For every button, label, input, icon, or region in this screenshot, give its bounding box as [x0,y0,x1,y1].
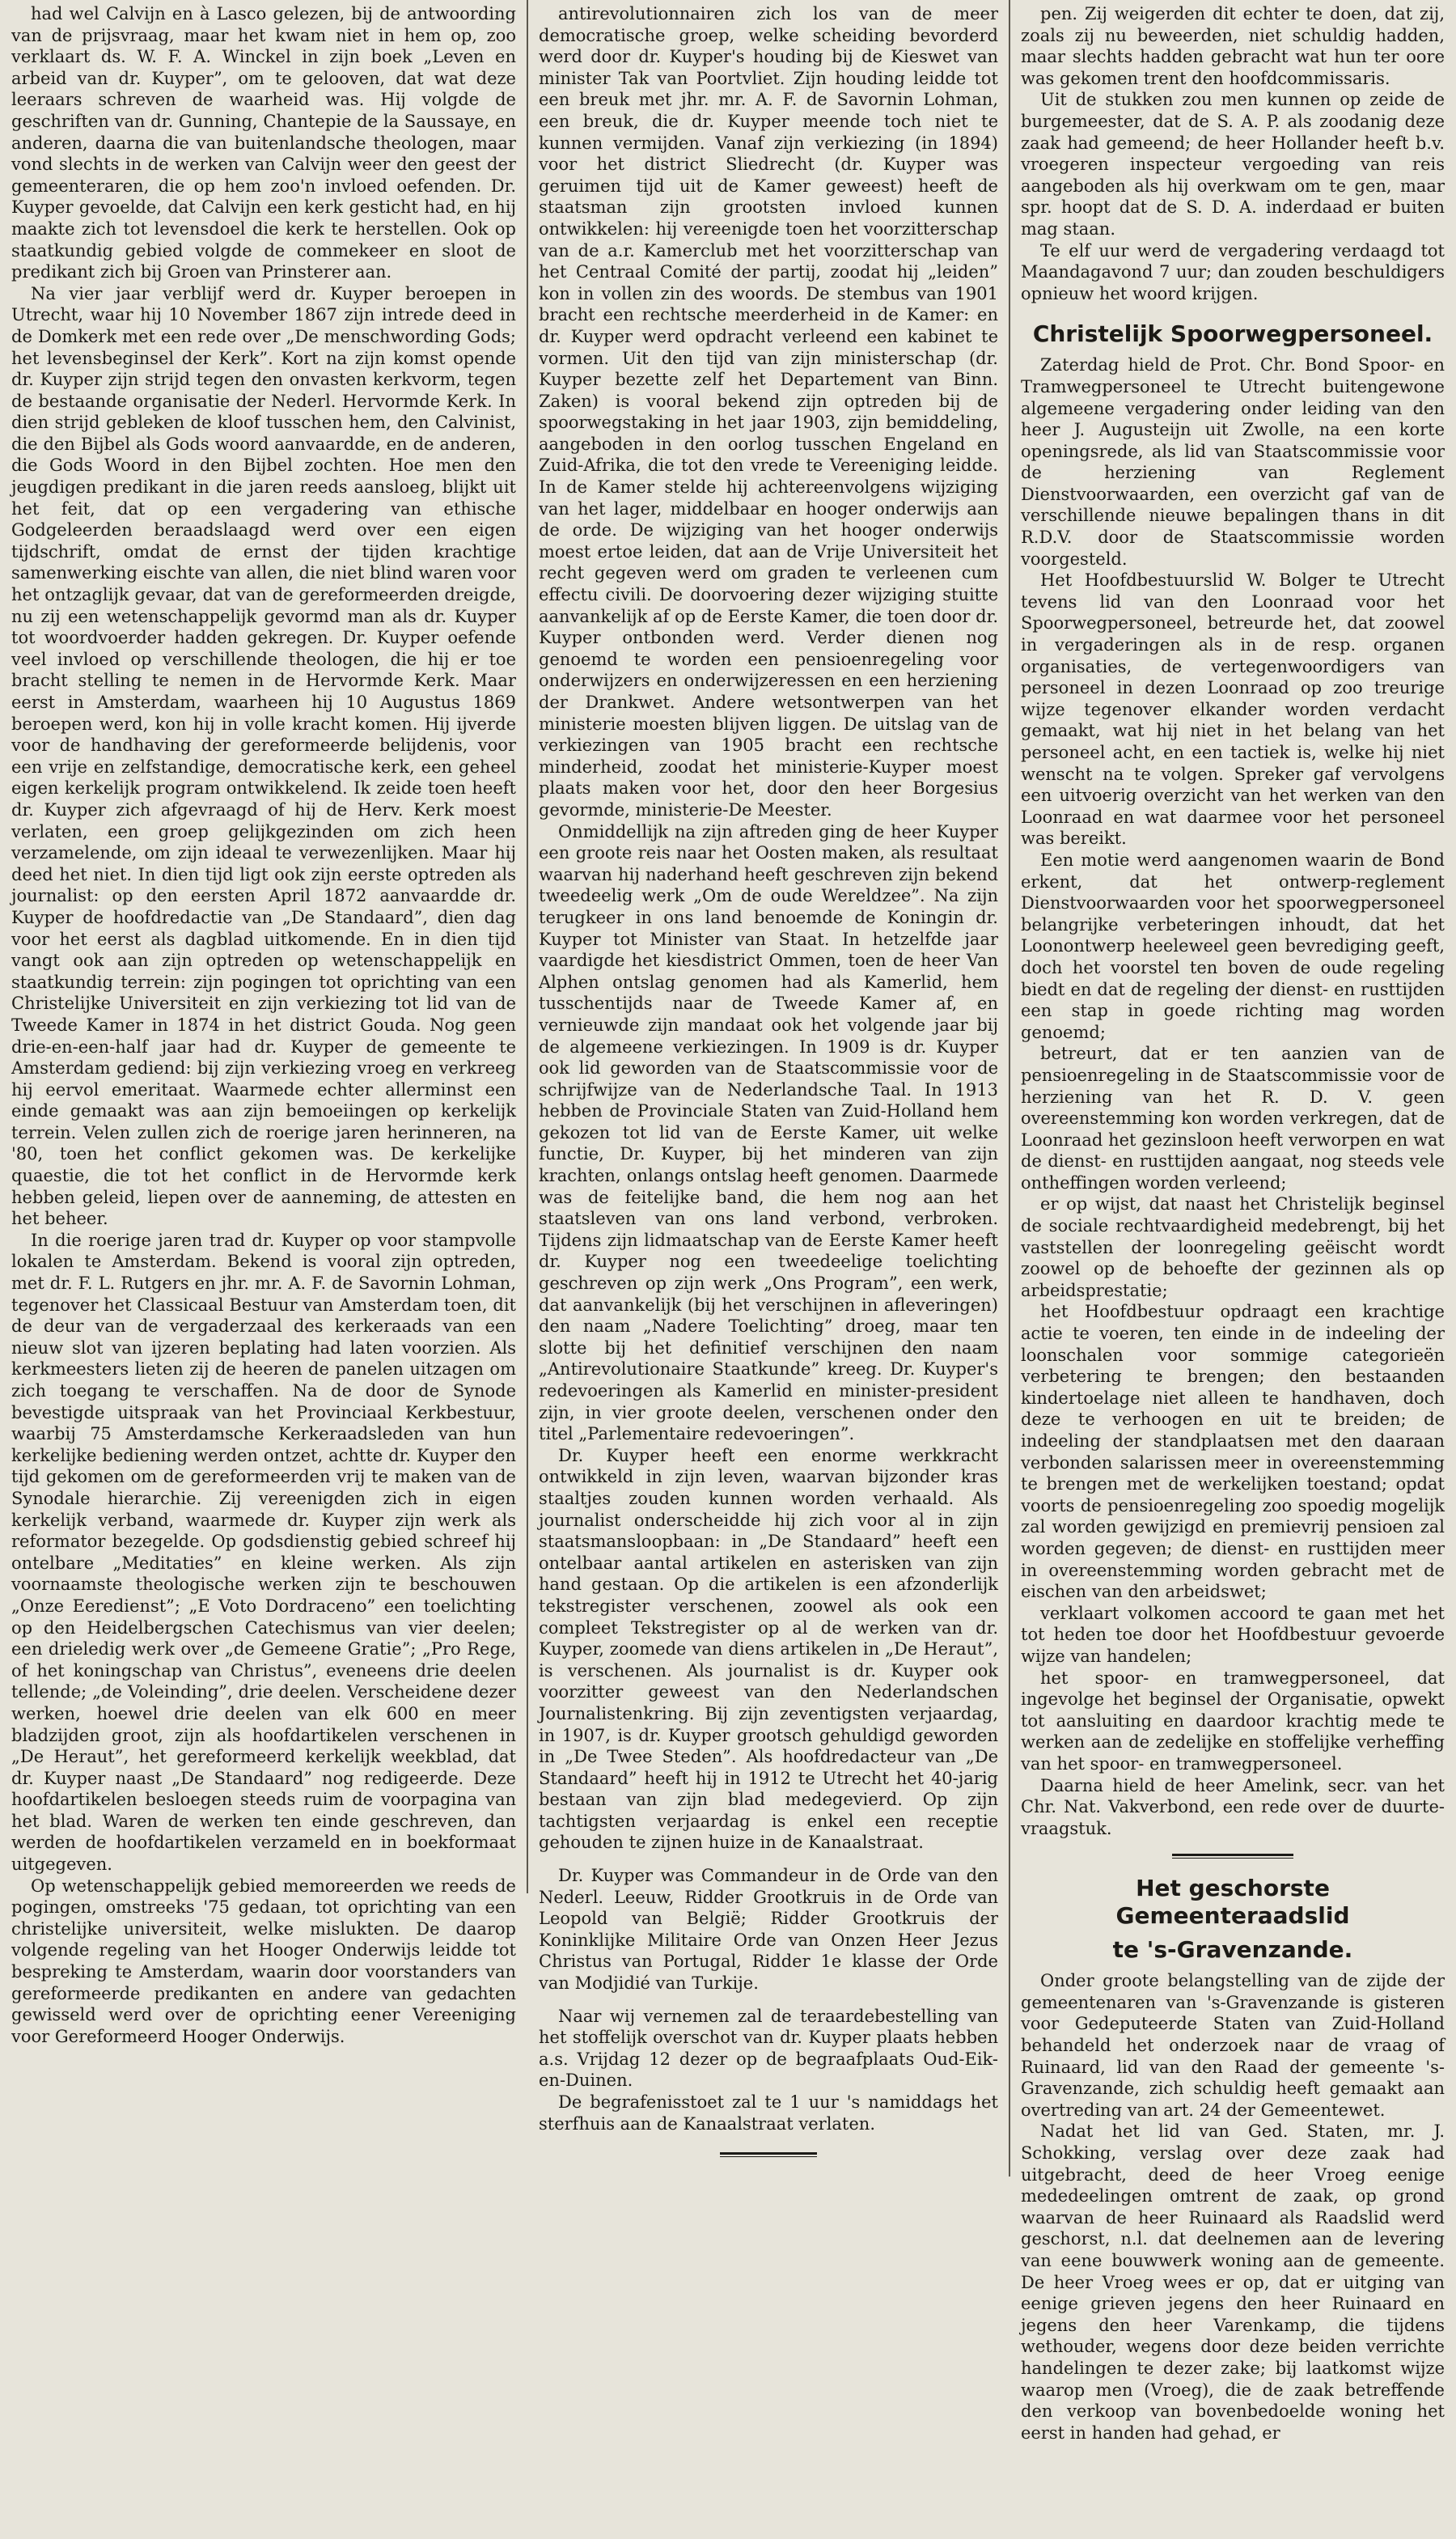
paragraph: Na vier jaar verblijf werd dr. Kuyper beroepen in Utrecht, waar hij 10 November 1867 zijn intrede deed in de Domkerk met een rede over „De menschwording Gods; het levensbeginsel der Kerk”. Kort na zijn komst opende dr. Kuyper zijn strijd tegen den onvasten kerkvorm, tegen de bestaande organisatie der Nederl. Hervormde Kerk. In dien strijd gebleken de kloof tusschen hem, den Calvinist, die den Bijbel als Gods woord aanvaardde, en de anderen, die Gods Woord in den Bijbel zochten. Hoe men den jeugdigen predikant in die jaren reeds aansloeg, blijkt uit het feit, dat op een vergadering van ethische Godgeleerden beraadslaagd werd over een eigen tijdschrift, omdat de ernst der tijden krachtige samenwerking eischte van allen, die niet blind waren voor het ontzaglijk gevaar, dat van de gereformeerden dreigde, nu zij een wetenschappelijk gevormd man als dr. Kuyper tot woordvoerder hadden gekregen. Dr. Kuyper oefende veel invloed op verschillende theologen, die hij er toe bracht stelling te nemen in de Hervormde Kerk. Maar eerst in Amsterdam, waarheen hij 10 Augustus 1869 beroepen werd, kon hij in volle kracht komen. Hij ijverde voor de handhaving der gereformeerde belijdenis, voor een vrije en zelfstandige, democratische kerk, een geheel eigen kerkelijk program ontwikkelend. Ik zeide toen heeft dr. Kuyper zich afgevraagd of hij de Herv. Kerk moest verlaten, een groep gelijkgezinden om zich heen verzamelende, om zijn ideaal te verwezenlijken. Maar hij deed het niet. In dien tijd ligt ook zijn eerste optreden als journalist: op den eersten April 1872 aanvaardde dr. Kuyper de hoofdredactie van „De Standaard”, dien dag voor het eerst als dagblad uitkomende. En in dien tijd vangt ook aan zijn optreden op wetenschappelijk en staatkundig terrein: zijn pogingen tot oprichting van een Christelijke Universiteit en zijn verkiezing tot lid van de Tweede Kamer in 1874 in het district Gouda. Nog geen drie-en-een-half jaar had dr. Kuyper de gemeente te Amsterdam gediend: bij zijn verkiezing vroeg en verkreeg hij eervol emeritaat. Waarmede echter allerminst een einde gemaakt was aan zijn bemoeiingen op kerkelijk terrein. Velen zullen zich de roerige jaren herinneren, na '80, toen het conflict gekomen was. De kerkelijke quaestie, die tot het conflict in de Hervormde kerk hebben geleid, liepen over de aanneming, de attesten en het beheer. [11,283,516,1229]
paragraph: pen. Zij weigerden dit echter te doen, dat zij, zoals zij nu beweerden, niet schuldig hadden, maar slechts hadden gebracht wat hun ter oore was gekomen trent den hoofdcommissaris. [1021,4,1445,88]
column-right [1009,0,1456,2539]
article-separator-rule [1172,1854,1293,1859]
paragraph: Onmiddellijk na zijn aftreden ging de heer Kuyper een groote reis naar het Oosten maken, als resultaat waarvan hij naderhand heeft geschreven zijn bekend tweedeelig werk „Om de oude Wereldzee”. Na zijn terugkeer in ons land benoemde de Koningin dr. Kuyper tot Minister van Staat. In hetzelfde jaar vaardigde het kiesdistrict Ommen, toen de heer Van Alphen ontslag genomen had als Kamerlid, hem tusschentijds naar de Tweede Kamer af, en vernieuwde zijn mandaat ook het volgende jaar bij de algemeene verkiezingen. In 1909 is dr. Kuyper ook lid geworden van de Staatscommissie voor de schrijfwijze van de Nederlandsche Taal. In 1913 hebben de Provinciale Staten van Zuid-Holland hem gekozen tot lid van de Eerste Kamer, uit welke functie, Dr. Kuyper, bij het minderen van zijn krachten, onlangs ontslag heeft genomen. Daarmede was de feitelijke band, die hem nog aan het staatsleven van ons land verbond, verbroken. Tijdens zijn lidmaatschap van de Eerste Kamer heeft dr. Kuyper nog een tweedeelige toelichting geschreven op zijn werk „Ons Program”, een werk, dat aanvankelijk (bij het verschijnen in afleveringen) den naam „Nadere Toelichting” droeg, maar ten slotte bij het definitief verschijnen den naam „Antirevolutionaire Staatkunde” kreeg. Dr. Kuyper's redevoeringen als Kamerlid en minister-president zijn, in vier groote deelen, verschenen onder den titel „Parlementaire redevoeringen”. [539,821,998,1444]
paragraph: Uit de stukken zou men kunnen op zeide de burgemeester, dat de S. A. P. als zoodanig deze zaak had gemeend; de heer Hollander heeft b.v. vroegeren inspecteur vergoeding van reis aangeboden als hij overkwam om te gen, maar spr. hoopt dat de S. D. A. inderdaad er buiten mag staan. [1021,90,1445,239]
paragraph: Te elf uur werd de vergadering verdaagd tot Maandagavond 7 uur; dan zouden beschuldigers opnieuw het woord krijgen. [1021,240,1445,303]
paragraph: verklaart volkomen accoord te gaan met het tot heden toe door het Hoofdbestuur gevoerde wijze van handelen; [1021,1603,1445,1666]
paragraph: Een motie werd aangenomen waarin de Bond erkent, dat het ontwerp-reglement Dienstvoorwaarden voor het spoorwegpersoneel belangrijke verbeteringen inhoudt, dat het Loonontwerp heeleweel geen bevrediging geeft, doch het voorstel ten boven de oude regeling biedt en dat de regeling der dienst- en rusttijden een stap in goede richting mag worden genoemd; [1021,850,1445,1042]
article-end-rule [720,2152,817,2157]
article-heading: Het geschorste Gemeenteraadslid [1115,1875,1350,1930]
paragraph: er op wijst, dat naast het Christelijk beginsel de sociale rechtvaardigheid medebrengt, bij het vaststellen der loonregeling geëischt wordt zoowel op de behoefte der gezinnen als op arbeidsprestatie; [1021,1194,1445,1300]
paragraph: Dr. Kuyper heeft een enorme werkkracht ontwikkeld in zijn leven, waarvan bijzonder kras staaltjes zouden kunnen worden verhaald. Als journalist onderscheidde hij zich voor al in zijn staatsmansloopbaan: in „De Standaard” heeft een ontelbaar aantal artikelen en asterisken van zijn hand gestaan. Op die artikelen is een afzonderlijk tekstregister verschenen, zoowel als ook een compleet Tekstregister op al de werken van dr. Kuyper, zoomede van diens artikelen in „De Heraut”, is verschenen. Als journalist is dr. Kuyper ook voorzitter geweest van den Nederlandschen Journalistenkring. Bij zijn zeventigsten verjaardag, in 1907, is dr. Kuyper grootsch gehuldigd geworden in „De Twee Steden”. Als hoofdredacteur van „De Standaard” heeft hij in 1912 te Utrecht het 40-jarig bestaan van zijn blad medegevierd. Op zijn tachtigsten verjaardag is enkel een receptie gehouden te zijnen huize in de Kanaalstraat. [539,1445,998,1853]
article-subheading: te 's-Gravenzande. [1112,1936,1353,1964]
paragraph: Naar wij vernemen zal de teraardebestelling van het stoffelijk overschot van dr. Kuyper plaats hebben a.s. Vrijdag 12 dezer op de begraafplaats Oud-Eik-en-Duinen. [539,2006,998,2091]
paragraph: Zaterdag hield de Prot. Chr. Bond Spoor- en Tramwegpersoneel te Utrecht buitengewone algemeene vergadering onder leiding van den heer J. Augusteijn uit Zwolle, na een korte openingsrede, als lid van Staatscommissie voor de herziening van Reglement Dienstvoorwaarden, een overzicht gaf van de verschillende nieuwe bepalingen thans in dit R.D.V. door de Staatscommissie worden voorgesteld. [1021,355,1445,569]
paragraph: Daarna hield de heer Amelink, secr. van het Chr. Nat. Vakverbond, een rede over de duurte-vraagstuk. [1021,1775,1445,1838]
spacer [539,1854,998,1865]
article-heading: Christelijk Spoorwegpersoneel. [1032,320,1433,348]
column-left [0,0,527,2046]
paragraph: Het Hoofdbestuurslid W. Bolger te Utrecht tevens lid van den Loonraad voor het Spoorwegpersoneel, betreurde het, dat zoowel in vergaderingen als in de resp. organen organisaties, de vertegenwoordigers van personeel in dezen Loonraad op zoo treurige wijze tegenover elkander worden verdacht gemaakt, wat hij niet in het belang van het personeel acht, en een tactiek is, welke hij niet wenscht na te volgen. Spreker gaf vervolgens een uitvoerig overzicht van het werken van den Loonraad en wat daarmee voor het personeel was bereikt. [1021,570,1445,849]
paragraph: Op wetenschappelijk gebied memoreerden we reeds de pogingen, omstreeks '75 gedaan, tot oprichting van een christelijke universiteit, welke mislukten. De daarop volgende regeling van het Hooger Onderwijs leidde tot bespreking te Amsterdam, waarin door voorstanders van gereformeerde predikanten en andere van gedachten gewisseld werd over de oprichting eener Vereeniging voor Gereformeerd Hooger Onderwijs. [11,1876,516,2046]
paragraph: betreurt, dat er ten aanzien van de pensioenregeling in de Staatscommissie voor de herziening van het R. D. V. geen overeenstemming kon worden verkregen, dat de Loonraad het gezinsloon heeft verworpen en wat de dienst- en rusttijden aangaat, nog steeds vele ontheffingen worden verleend; [1021,1044,1445,1193]
paragraph: Nadat het lid van Ged. Staten, mr. J. Schokking, verslag over deze zaak had uitgebracht, deed de heer Vroeg eenige mededeelingen omtrent de zaak, op grond waarvan de heer Ruinaard als Raadslid werd geschorst, n.l. dat deelnemen aan de levering van eene bouwwerk woning aan de gemeente. De heer Vroeg wees er op, dat er uitging van eenige grieven jegens den heer Ruinaard en jegens den heer Varenkamp, die tijdens wethouder, wegens door deze beiden verrichte handelingen te dezer zake; bij laatkomst wijze waarop men (Vroeg), die de zaak betreffende den verkoop van bovenbedoelde woning het eerst in handen had gehad, er [1021,2121,1445,2443]
paragraph: het spoor- en tramwegpersoneel, dat ingevolge het beginsel der Organisatie, opwekt tot aansluiting en daardoor krachtig mede te werken aan de zedelijke en stoffelijke verheffing van het spoor- en tramwegpersoneel. [1021,1668,1445,1774]
paragraph: het Hoofdbestuur opdraagt een krachtige actie te voeren, ten einde in de indeeling der loonschalen voor sommige categorieën verbetering te brengen; den bestaanden kindertoelage niet alleen te handhaven, doch deze te verhoogen en uit te breiden; de indeeling der standplaatsen met den daaraan verbonden salarissen meer in overeenstemming te brengen met de werkelijken toestand; opdat voorts de pensioenregeling zoo spoedig mogelijk zal worden gewijzigd en premievrij pensioen zal worden gegeven; de dienst- en rusttijden meer in overeenstemming worden gebracht met de eischen van den arbeidswet; [1021,1302,1445,1602]
paragraph: Dr. Kuyper was Commandeur in de Orde van den Nederl. Leeuw, Ridder Grootkruis in de Orde van Leopold van België; Ridder Grootkruis der Koninklijke Militaire Orde van Onzen Heer Jezus Christus van Portugal, Ridder 1e klasse der Orde van Modjidié van Turkije. [539,1866,998,1994]
paragraph: In die roerige jaren trad dr. Kuyper op voor stampvolle lokalen te Amsterdam. Bekend is vooral zijn optreden, met dr. F. L. Rutgers en jhr. mr. A. F. de Savornin Lohman, tegenover het Classicaal Bestuur van Amsterdam toen, dit de deur van de vergaderzaal des kerkeraads van een nieuw slot van ijzeren beplating had laten voorzien. Als kerkmeesters lieten zij de heeren de panelen uitzagen om zich toegang te verschaffen. Na de door de Synode bevestigde uitspraak van het Provinciaal Kerkbestuur, waarbij 75 Amsterdamsche Kerkeraadsleden van hun kerkelijke bediening werden ontzet, achtte dr. Kuyper den tijd gekomen om de gereformeerden vrij te maken van de Synodale hierarchie. Zij vereenigden zich in eigen kerkelijk verband, waarmede dr. Kuyper zijn werk als reformator bezegelde. Op godsdienstig gebied schreef hij ontelbare „Meditaties” en kleine werken. Als zijn voornaamste theologische werken zijn te beschouwen „Onze Eeredienst”; „E Voto Dordraceno” een toelichting op den Heidelbergschen Catechismus van vier deelen; een drieledig werk over „de Gemeene Gratie”; „Pro Rege, of het koningschap van Christus”, eveneens drie deelen tellende; „de Voleinding”, drie deelen. Verscheidene dezer werken, hoewel drie deelen van elk 600 en meer bladzijden groot, zijn als hoofdartikelen verschenen in „De Heraut”, het gereformeerd kerkelijk weekblad, dat dr. Kuyper naast „De Standaard” nog redigeerde. Deze hoofdartikelen besloegen steeds ruim de voorpagina van het blad. Waren de werken ten einde geschreven, dan werden de hoofdartikelen verzameld en in boekformaat uitgegeven. [11,1230,516,1875]
paragraph: Onder groote belangstelling van de zijde der gemeentenaren van 's-Gravenzande is gisteren voor Gedeputeerde Staten van Zuid-Holland behandeld het onderzoek naar de vraag of Ruinaard, lid van den Raad der gemeente 's-Gravenzande, zich schuldig heeft gemaakt aan overtreding van art. 24 der Gemeentewet. [1021,1971,1445,2120]
spacer [539,1994,998,2006]
paragraph: antirevolutionnairen zich los van de meer democratische groep, welke scheiding bevorderd werd door dr. Kuyper's houding bij de Kieswet van minister Tak van Poortvliet. Zijn houding leidde tot een breuk met jhr. mr. A. F. de Savornin Lohman, een breuk, die dr. Kuyper meende toch niet te kunnen vermijden. Vanaf zijn verkiezing (in 1894) voor het district Sliedrecht (dr. Kuyper was geruimen tijd uit de Kamer geweest) heeft de staatsman zijn grootsten invloed kunnen ontwikkelen: hij vereenigde toen het voorzitterschap van de a.r. Kamerclub met het voorzitterschap van het Centraal Comité der partij, zoodat hij „leiden” kon in vollen zin des woords. De stembus van 1901 bracht een rechtsche meerderheid in de Kamer: en dr. Kuyper werd opdracht verleend een kabinet te vormen. Uit den tijd van zijn ministerschap (dr. Kuyper bezette zelf het Departement van Binn. Zaken) is vooral bekend zijn optreden bij de spoorwegstaking in het jaar 1903, zijn bemiddeling, aangeboden in den oorlog tusschen Engeland en Zuid-Afrika, die tot den vrede te Vereeniging leidde. In de Kamer stelde hij achtereenvolgens wijziging van het lager, middelbaar en hooger onderwijs aan de orde. De wijziging van het hooger onderwijs moest ertoe leiden, dat aan de Vrije Universiteit het recht gegeven werd om graden te verleenen cum effectu civili. De doorvoering dezer wijziging stuitte aanvankelijk af op de Eerste Kamer, die toen door dr. Kuyper ontbonden werd. Verder dienen nog genoemd te worden een pensioenregeling voor onderwijzers en onderwijzeressen en een herziening der Drankwet. Andere wetsontwerpen van het ministerie moesten blijven liggen. De uitslag van de verkiezingen van 1905 bracht een rechtsche minderheid, zoodat het ministerie-Kuyper moest plaats maken voor het, door den heer Borgesius gevormde, ministerie-De Meester. [539,4,998,820]
column-middle [527,0,1009,2177]
paragraph: De begrafenisstoet zal te 1 uur 's namiddags het sterfhuis aan de Kanaalstraat verlaten. [539,2092,998,2134]
paragraph: had wel Calvijn en à Lasco gelezen, bij de antwoording van de prijsvraag, maar het kwam niet in hem op, zoo verklaart ds. W. F. A. Winckel in zijn boek „Leven en arbeid van dr. Kuyper”, om te gelooven, dat wat deze leeraars schreven de waarheid was. Hij volgde de geschriften van dr. Gunning, Chantepie de la Saussaye, en anderen, daarna die van buitenlandsche theologen, maar vond slechts in de werken van Calvijn weer den geest der gemeenteraren, die op hem zoo'n invloed oefenden. Dr. Kuyper gevoelde, dat Calvijn een kerk gesticht had, en hij maakte zich tot levensdoel die kerk te herstellen. Ook op staatkundig gebied volgde de commekeer en sloot de predikant zich bij Groen van Prinsterer aan. [11,4,516,282]
